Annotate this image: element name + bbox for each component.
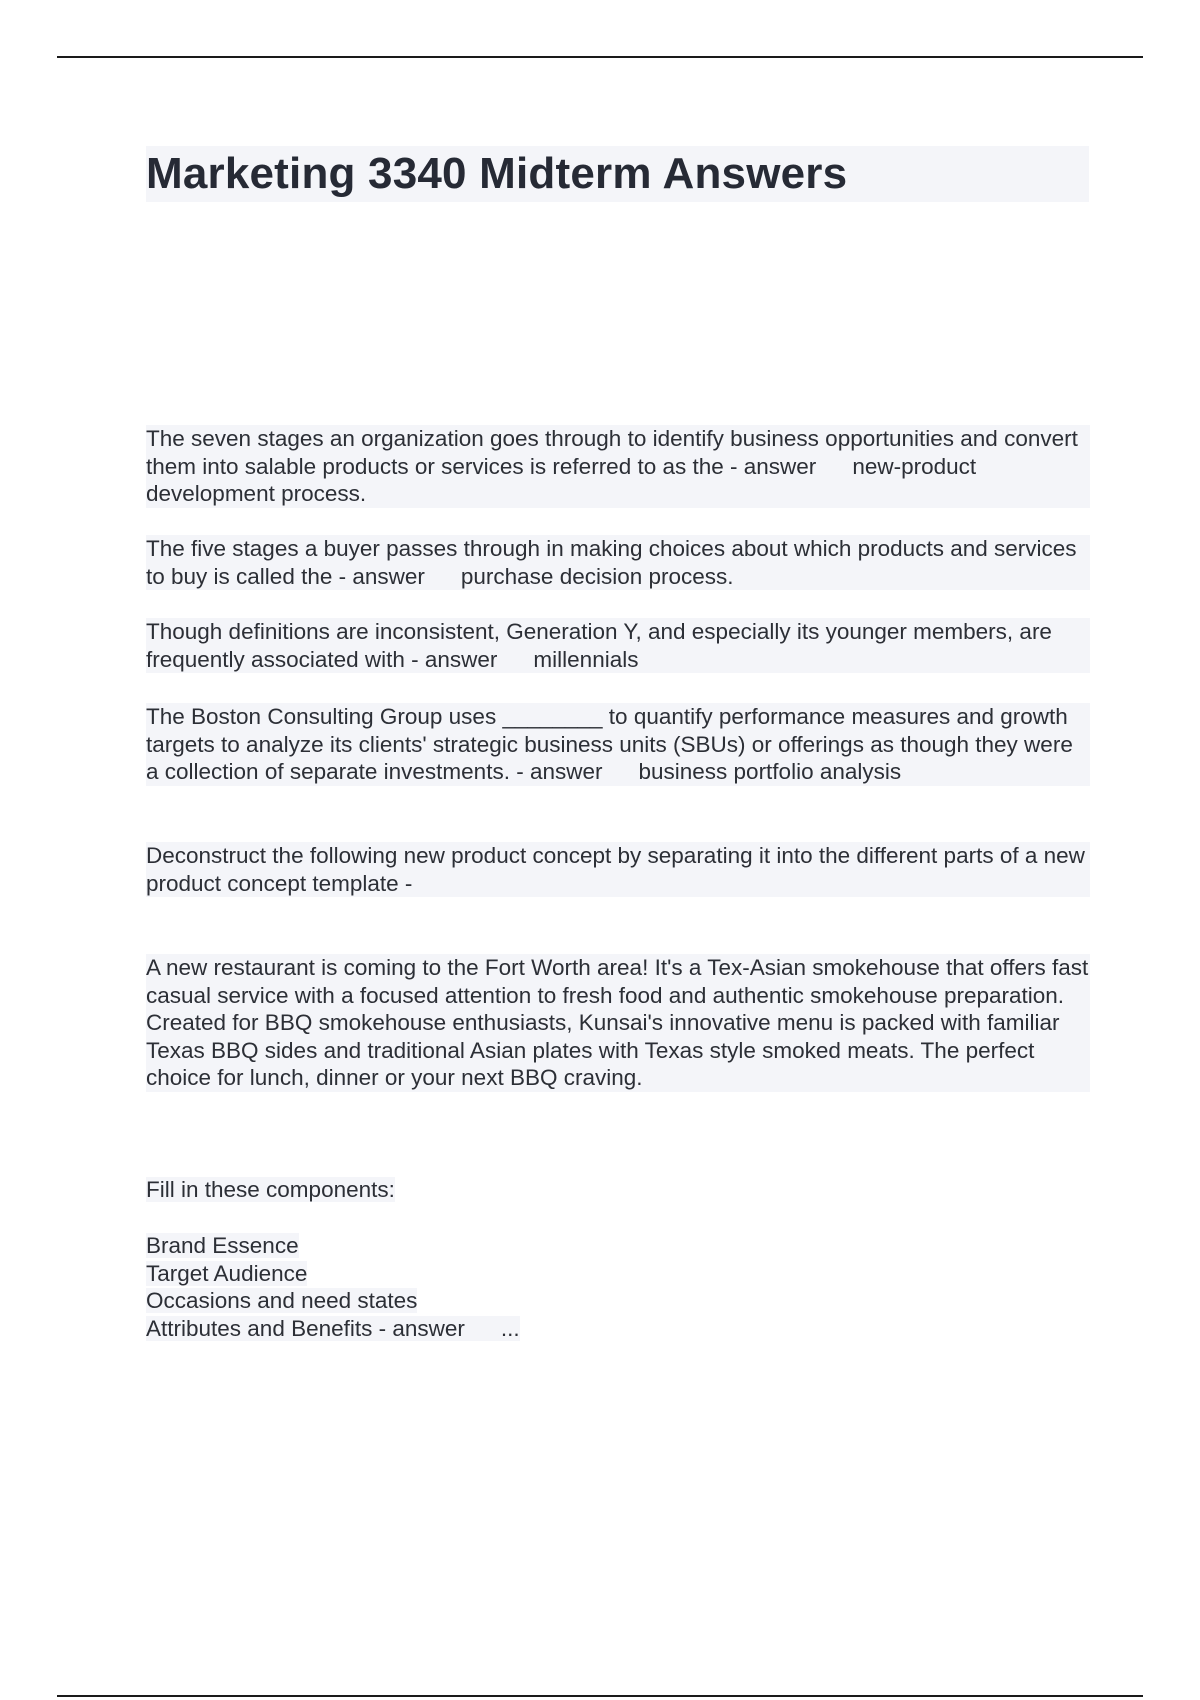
answer-text: business portfolio analysis xyxy=(638,759,902,784)
top-rule xyxy=(57,56,1143,58)
fill-prompt xyxy=(146,1176,1090,1204)
answer-text: purchase decision process. xyxy=(460,563,734,589)
question-text: The seven stages an organization goes through to identify business opportunities and convert them into salable products or services is referred to as the - answer xyxy=(146,426,1078,479)
bottom-rule xyxy=(57,1695,1143,1697)
component-item: Occasions and need states xyxy=(146,1288,418,1313)
concept-paragraph xyxy=(146,954,1090,1092)
components-list xyxy=(146,1232,1090,1342)
qa-item-2 xyxy=(146,535,1090,590)
page-title: Marketing 3340 Midterm Answers xyxy=(146,149,848,198)
deconstruct-prompt xyxy=(146,842,1090,897)
qa-item-3 xyxy=(146,618,1090,673)
final-answer-text: ... xyxy=(500,1315,520,1341)
question-text: Though definitions are inconsistent, Generation Y, and especially its younger members, are frequently associated with - answer xyxy=(146,619,1052,672)
answer-text: millennials xyxy=(533,646,639,672)
deconstruct-prompt-text: Deconstruct the following new product concept by separating it into the different parts of a new product concept template - xyxy=(146,842,1090,897)
concept-text: A new restaurant is coming to the Fort Worth area! It's a Tex-Asian smokehouse that offers fast casual service with a focused attention to fresh food and authentic smokehouse preparation. Created for BBQ smokehouse enthusiasts, Kunsai's innovative menu is packed with familiar Texas BBQ sides and traditional Asian plates with Texas style smoked meats. The perfect choice for lunch, dinner or your next BBQ craving. xyxy=(146,955,1089,1090)
component-item: Target Audience xyxy=(146,1260,308,1286)
answer-text: new-product development process. xyxy=(146,453,977,506)
component-item: Brand Essence xyxy=(146,1233,299,1258)
question-text: The five stages a buyer passes through in making choices about which products and services to buy is called the - answer xyxy=(146,536,1077,589)
qa-item-4 xyxy=(146,703,1090,786)
question-text: The Boston Consulting Group uses ________ to quantify performance measures and growth targets to analyze its clients' strategic business units (SBUs) or offerings as though they were a collection of separate investments. - answer xyxy=(146,704,1073,784)
fill-prompt-text: Fill in these components: xyxy=(146,1177,395,1202)
qa-item-1 xyxy=(146,425,1090,508)
component-item: Attributes and Benefits - answer xyxy=(146,1315,465,1341)
